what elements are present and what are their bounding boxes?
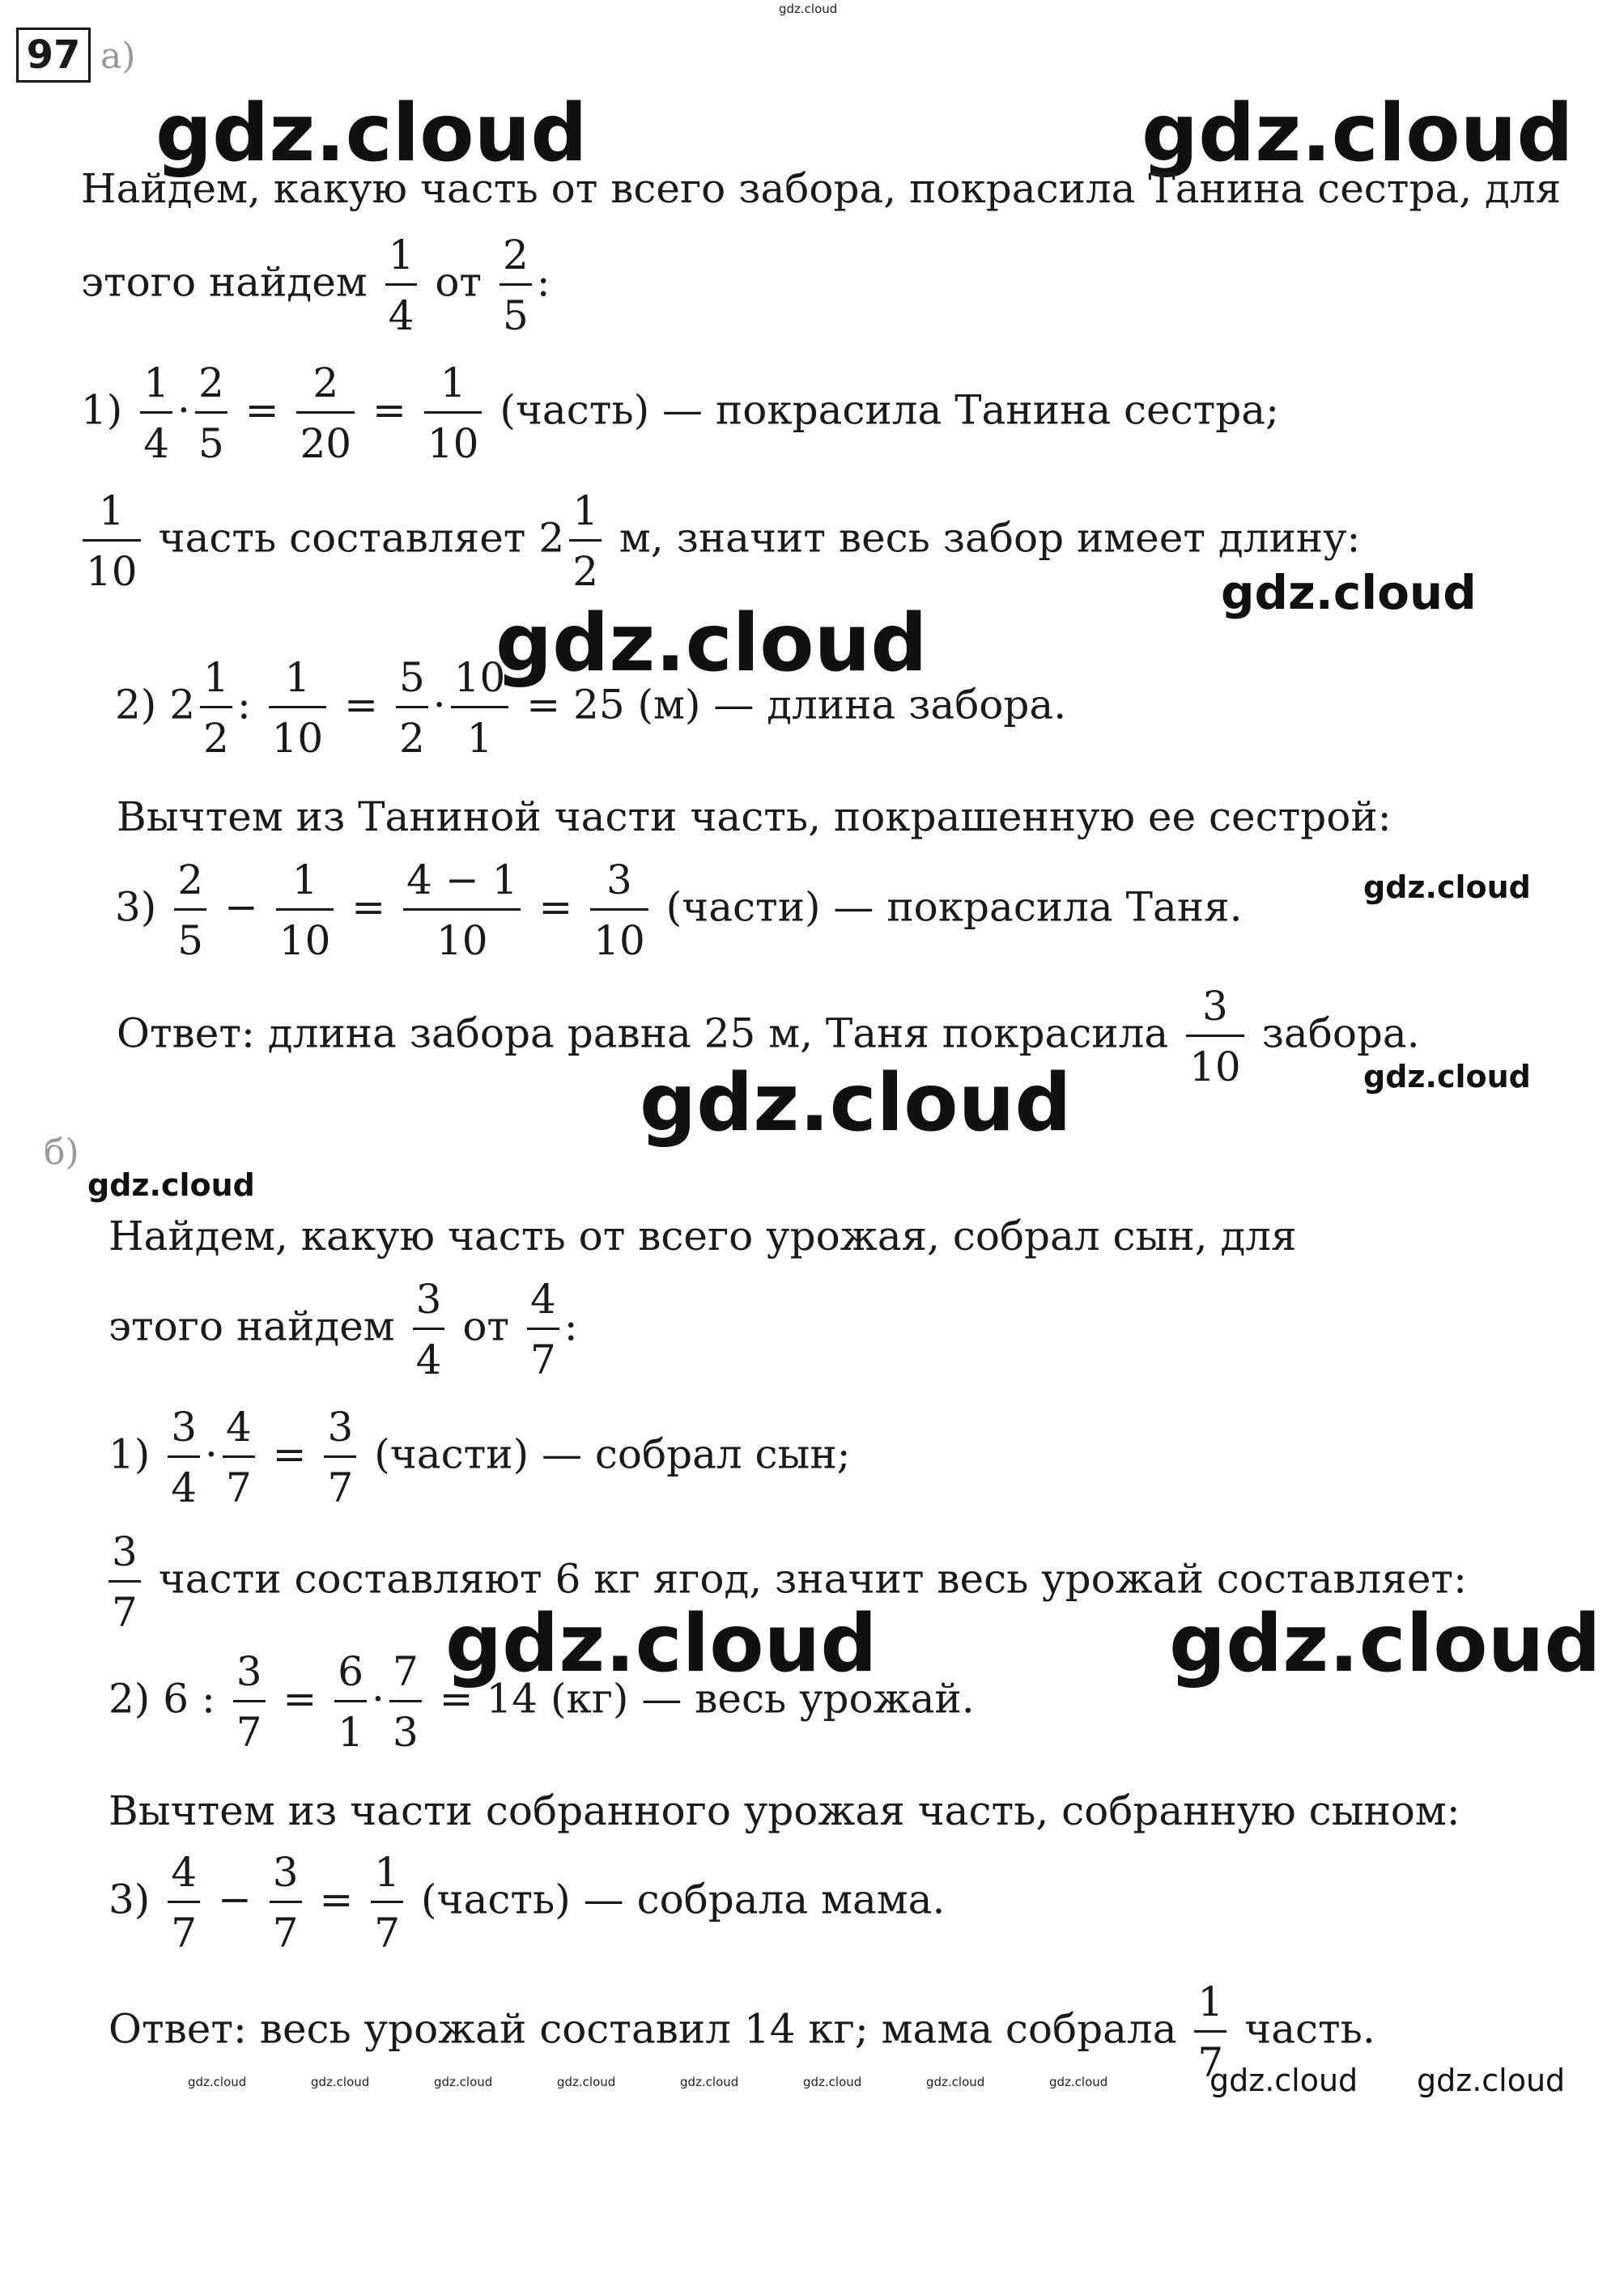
fraction	[500, 232, 532, 339]
operator: ·	[372, 1675, 385, 1723]
watermark: gdz.cloud	[445, 1598, 878, 1690]
text: (часть) — собрала мама.	[421, 1876, 946, 1923]
top-watermark: gdz.cloud	[779, 2, 838, 16]
watermark: gdz.cloud	[1169, 1598, 1601, 1690]
watermark: gdz.cloud	[1049, 2075, 1108, 2089]
numerator: 2	[296, 363, 355, 414]
denominator: 4	[388, 292, 415, 339]
denominator: 10	[436, 917, 488, 964]
denominator: 10	[86, 548, 138, 595]
fraction	[385, 232, 418, 339]
fraction	[389, 1648, 422, 1756]
fraction	[569, 487, 602, 595]
operator: =	[372, 386, 406, 434]
denominator: 10	[1189, 1043, 1241, 1090]
operator: =	[351, 883, 386, 931]
numerator: 4	[168, 1852, 200, 1903]
operator: ·	[432, 681, 446, 729]
part-b-step-1	[108, 1404, 851, 1511]
watermark: gdz.cloud	[1417, 2063, 1566, 2098]
fraction	[108, 1528, 141, 1636]
fraction	[168, 1849, 200, 1957]
denominator: 7	[225, 1464, 252, 1511]
mixed-number	[538, 487, 606, 595]
watermark: gdz.cloud	[495, 597, 928, 690]
step-number: 2)	[108, 1675, 151, 1723]
operator: =	[319, 1876, 354, 1923]
text: Ответ: длина забора равна 25 м, Таня покрасила	[117, 1009, 1169, 1057]
watermark: gdz.cloud	[640, 1057, 1072, 1149]
step-number: 1)	[81, 386, 123, 434]
watermark: gdz.cloud	[87, 1167, 255, 1203]
numerator: 4 − 1	[403, 860, 521, 911]
denominator: 5	[198, 420, 224, 467]
operator: −	[223, 883, 258, 931]
part-a-line-1: Найдем, какую часть от всего забора, покрасила Танина сестра, для	[81, 165, 1562, 212]
denominator: 2	[572, 548, 598, 595]
text: Ответ: весь урожай составил 14 кг; мама собрала	[108, 2005, 1177, 2053]
numerator: 1	[371, 1852, 403, 1903]
denominator: 10	[427, 420, 479, 467]
whole: 2	[538, 514, 565, 562]
denominator: 7	[529, 1336, 556, 1383]
denominator: 7	[236, 1709, 262, 1756]
watermark: gdz.cloud	[680, 2075, 739, 2089]
denominator: 2	[398, 715, 425, 762]
text: :	[536, 258, 551, 306]
fraction	[396, 654, 428, 762]
text: 6 :	[163, 1675, 215, 1723]
step-number: 3)	[108, 1876, 151, 1923]
numerator: 3	[108, 1532, 141, 1583]
watermark: gdz.cloud	[803, 2075, 862, 2089]
denominator: 1	[338, 1709, 364, 1756]
text: этого найдем	[108, 1302, 395, 1350]
part-a-answer	[117, 983, 1420, 1090]
watermark: gdz.cloud	[1209, 2063, 1358, 2098]
numerator: 3	[590, 860, 648, 911]
fraction	[324, 1404, 356, 1511]
operator: :	[236, 681, 251, 729]
part-a-step-2	[115, 654, 1067, 762]
denominator: 4	[171, 1464, 198, 1511]
numerator: 1	[385, 235, 418, 286]
numerator: 1	[1194, 1982, 1227, 2033]
watermark: gdz.cloud	[1363, 1059, 1531, 1094]
watermark: gdz.cloud	[188, 2075, 247, 2089]
operator: −	[217, 1876, 252, 1923]
operator: =	[272, 1430, 307, 1478]
text: забора.	[1261, 1009, 1420, 1057]
fraction	[403, 856, 521, 964]
mixed-number	[169, 654, 237, 762]
fraction	[174, 856, 206, 964]
text: часть.	[1244, 2005, 1375, 2053]
fraction	[371, 1849, 403, 1957]
part-a-step-3	[115, 856, 1243, 964]
numerator: 1	[569, 491, 602, 542]
denominator: 7	[171, 1910, 198, 1957]
fraction	[590, 856, 648, 964]
numerator: 3	[270, 1852, 302, 1903]
fraction	[1194, 1978, 1227, 2086]
numerator: 1	[424, 363, 483, 414]
operator: =	[538, 883, 573, 931]
fraction	[451, 654, 509, 762]
numerator: 3	[233, 1651, 266, 1702]
numerator: 1	[276, 860, 334, 911]
fraction	[296, 359, 355, 467]
denominator: 7	[112, 1589, 138, 1636]
fraction	[413, 1276, 445, 1383]
text: (части) — покрасила Таня.	[665, 883, 1243, 931]
fraction	[269, 654, 327, 762]
fraction	[527, 1276, 559, 1383]
denominator: 7	[374, 1910, 401, 1957]
watermark: gdz.cloud	[1363, 869, 1531, 905]
watermark: gdz.cloud	[434, 2075, 493, 2089]
text: = 14 (кг) — весь урожай.	[439, 1675, 975, 1723]
part-b-line-6: Вычтем из части собранного урожая часть, собранную сыном:	[108, 1787, 1460, 1834]
numerator: 3	[324, 1407, 356, 1458]
numerator: 3	[1186, 986, 1244, 1037]
text: :	[563, 1302, 578, 1350]
part-b-line-4	[104, 1528, 1467, 1636]
fraction	[334, 1648, 367, 1756]
part-a-step-1	[81, 359, 1279, 467]
numerator: 1	[269, 657, 327, 708]
denominator: 3	[392, 1709, 419, 1756]
text: (части) — собрал сын;	[374, 1430, 851, 1478]
fraction	[276, 856, 334, 964]
denominator: 7	[272, 1910, 299, 1957]
denominator: 4	[415, 1336, 442, 1383]
task-number-badge: 97	[16, 28, 91, 83]
denominator: 20	[300, 420, 352, 467]
watermark: gdz.cloud	[557, 2075, 616, 2089]
text: части составляют 6 кг ягод, значит весь урожай составляет:	[158, 1555, 1467, 1603]
fraction	[223, 1404, 255, 1511]
watermark: gdz.cloud	[311, 2075, 370, 2089]
denominator: 4	[143, 420, 170, 467]
fraction	[424, 359, 483, 467]
step-number: 1)	[108, 1430, 151, 1478]
numerator: 1	[140, 363, 172, 414]
fraction	[233, 1648, 266, 1756]
denominator: 10	[271, 715, 324, 762]
denominator: 10	[278, 917, 331, 964]
numerator: 1	[83, 491, 141, 542]
text: (часть) — покрасила Танина сестра;	[500, 386, 1279, 434]
numerator: 2	[500, 235, 532, 286]
numerator: 2	[195, 363, 227, 414]
part-b-answer	[108, 1978, 1375, 2086]
operator: =	[283, 1675, 317, 1723]
operator: ·	[205, 1430, 218, 1478]
fraction	[83, 487, 141, 595]
part-a-label: а)	[100, 36, 136, 77]
part-b-line-1: Найдем, какую часть от всего урожая, собрал сын, для	[108, 1213, 1297, 1260]
part-a-line-2	[81, 232, 551, 339]
numerator: 4	[223, 1407, 255, 1458]
denominator: 2	[203, 715, 229, 762]
part-b-label: б)	[44, 1132, 79, 1173]
denominator: 7	[1197, 2039, 1224, 2086]
denominator: 1	[466, 715, 493, 762]
denominator: 5	[502, 292, 529, 339]
fraction	[168, 1404, 200, 1511]
part-a-line-4	[78, 487, 1361, 595]
numerator: 10	[451, 657, 509, 708]
numerator: 7	[389, 1651, 422, 1702]
fraction	[200, 654, 232, 762]
text: от	[435, 258, 483, 306]
numerator: 1	[200, 657, 232, 708]
text: м, значит весь забор имеет длину:	[619, 514, 1361, 562]
numerator: 3	[168, 1407, 200, 1458]
numerator: 6	[334, 1651, 367, 1702]
step-number: 2)	[115, 681, 157, 729]
part-b-step-2	[108, 1648, 975, 1756]
fraction	[140, 359, 172, 467]
operator: =	[344, 681, 379, 729]
numerator: 2	[174, 860, 206, 911]
fraction	[195, 359, 227, 467]
text: часть составляет	[158, 514, 526, 562]
part-b-step-3	[108, 1849, 946, 1957]
denominator: 5	[177, 917, 204, 964]
watermark: gdz.cloud	[1221, 565, 1477, 620]
operator: ·	[177, 386, 190, 434]
denominator: 7	[327, 1464, 354, 1511]
part-b-line-2	[108, 1276, 578, 1383]
operator: =	[244, 386, 279, 434]
fraction	[270, 1849, 302, 1957]
numerator: 3	[413, 1279, 445, 1330]
watermark: gdz.cloud	[926, 2075, 985, 2089]
fraction	[1186, 983, 1244, 1090]
text: от	[462, 1302, 510, 1350]
numerator: 5	[396, 657, 428, 708]
watermark: gdz.cloud	[155, 87, 588, 180]
denominator: 10	[593, 917, 645, 964]
text: этого найдем	[81, 258, 368, 306]
watermark: gdz.cloud	[1141, 87, 1574, 180]
step-number: 3)	[115, 883, 157, 931]
part-a-line-6: Вычтем из Таниной части часть, покрашенную ее сестрой:	[117, 793, 1392, 840]
numerator: 4	[527, 1279, 559, 1330]
text: = 25 (м) — длина забора.	[526, 681, 1067, 729]
whole: 2	[169, 681, 196, 729]
